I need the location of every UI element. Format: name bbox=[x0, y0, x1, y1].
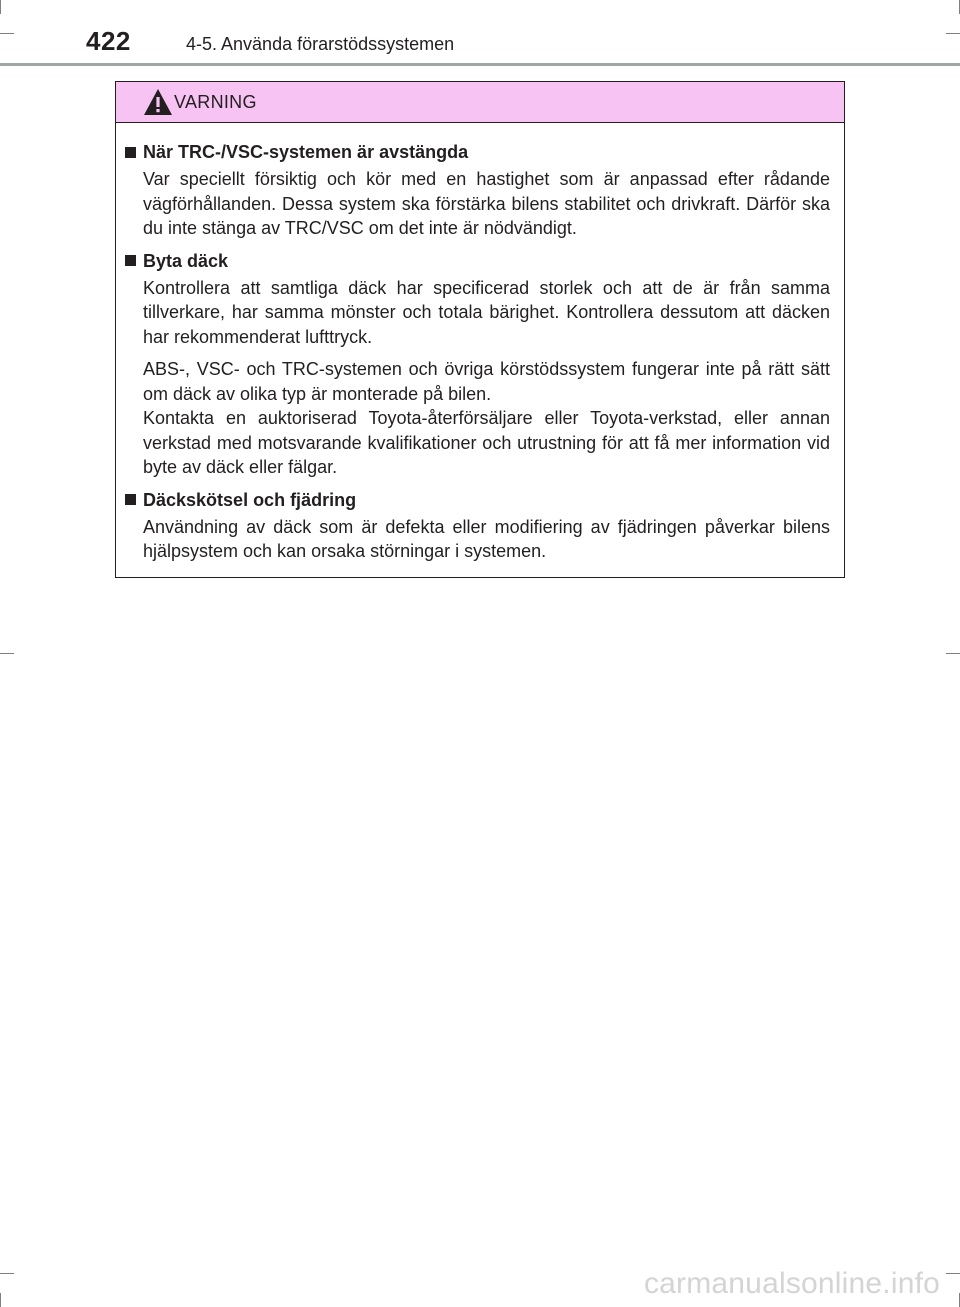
warning-header bbox=[116, 82, 844, 123]
crop-mark bbox=[0, 1273, 14, 1274]
crop-mark bbox=[0, 0, 1, 14]
warning-item bbox=[125, 140, 830, 241]
warning-item bbox=[125, 488, 830, 564]
warning-triangle-icon bbox=[143, 88, 173, 116]
page-number: 422 bbox=[86, 26, 131, 56]
crop-mark bbox=[0, 653, 14, 654]
warning-box bbox=[115, 81, 845, 578]
square-bullet-icon bbox=[125, 255, 136, 266]
item-paragraph: Användning av däck som är defekta eller modifiering av fjädringen påverkar bilens hjälpsystem och kan orsaka störningar i systemen. bbox=[143, 516, 830, 561]
crop-mark bbox=[0, 1293, 1, 1307]
crop-mark bbox=[946, 653, 960, 654]
item-heading-text: När TRC-/VSC-systemen är avstängda bbox=[143, 142, 469, 162]
square-bullet-icon bbox=[125, 494, 136, 505]
item-paragraph: ABS-, VSC- och TRC-systemen och övriga körstödssystem fungerar inte på rätt sätt om däck av olika typ är monterade på bilen. bbox=[143, 359, 830, 404]
warning-item bbox=[125, 249, 830, 480]
warning-label: VARNING bbox=[174, 92, 257, 112]
item-heading-text: Byta däck bbox=[143, 250, 229, 271]
item-paragraph: Kontakta en auktoriserad Toyota-återförsäljare eller Toyota-verkstad, eller annan verkstad med motsvarande kvalifikationer och utrustning för att få mer information vid byte av däck eller fälgar. bbox=[143, 408, 830, 477]
item-paragraph: Var speciellt försiktig och kör med en hastighet som är anpassad efter rådande vägförhållanden. Dessa system ska förstärka bilens stabilitet och drivkraft. Därför ska du inte stänga av TRC/VSC om det inte är nödvändigt. bbox=[143, 169, 830, 238]
crop-mark bbox=[946, 33, 960, 34]
item-heading bbox=[125, 249, 830, 273]
item-paragraph: Kontrollera att samtliga däck har specificerad storlek och att de är från samma tillverkare, har samma mönster och totala bärighet. Kontrollera dessutom att däcken har rekommenderat lufttryck. bbox=[143, 277, 830, 347]
watermark: carmanualsonline.info bbox=[643, 1267, 940, 1300]
section-title: 4-5. Använda förarstödssystemen bbox=[186, 34, 455, 54]
header-rule bbox=[0, 63, 960, 66]
crop-mark bbox=[0, 33, 14, 34]
crop-mark bbox=[946, 1273, 960, 1274]
square-bullet-icon bbox=[125, 147, 136, 158]
item-heading-text: Däckskötsel och fjädring bbox=[143, 489, 357, 510]
item-heading bbox=[125, 488, 830, 512]
warning-body bbox=[116, 123, 844, 564]
item-heading bbox=[125, 140, 830, 164]
